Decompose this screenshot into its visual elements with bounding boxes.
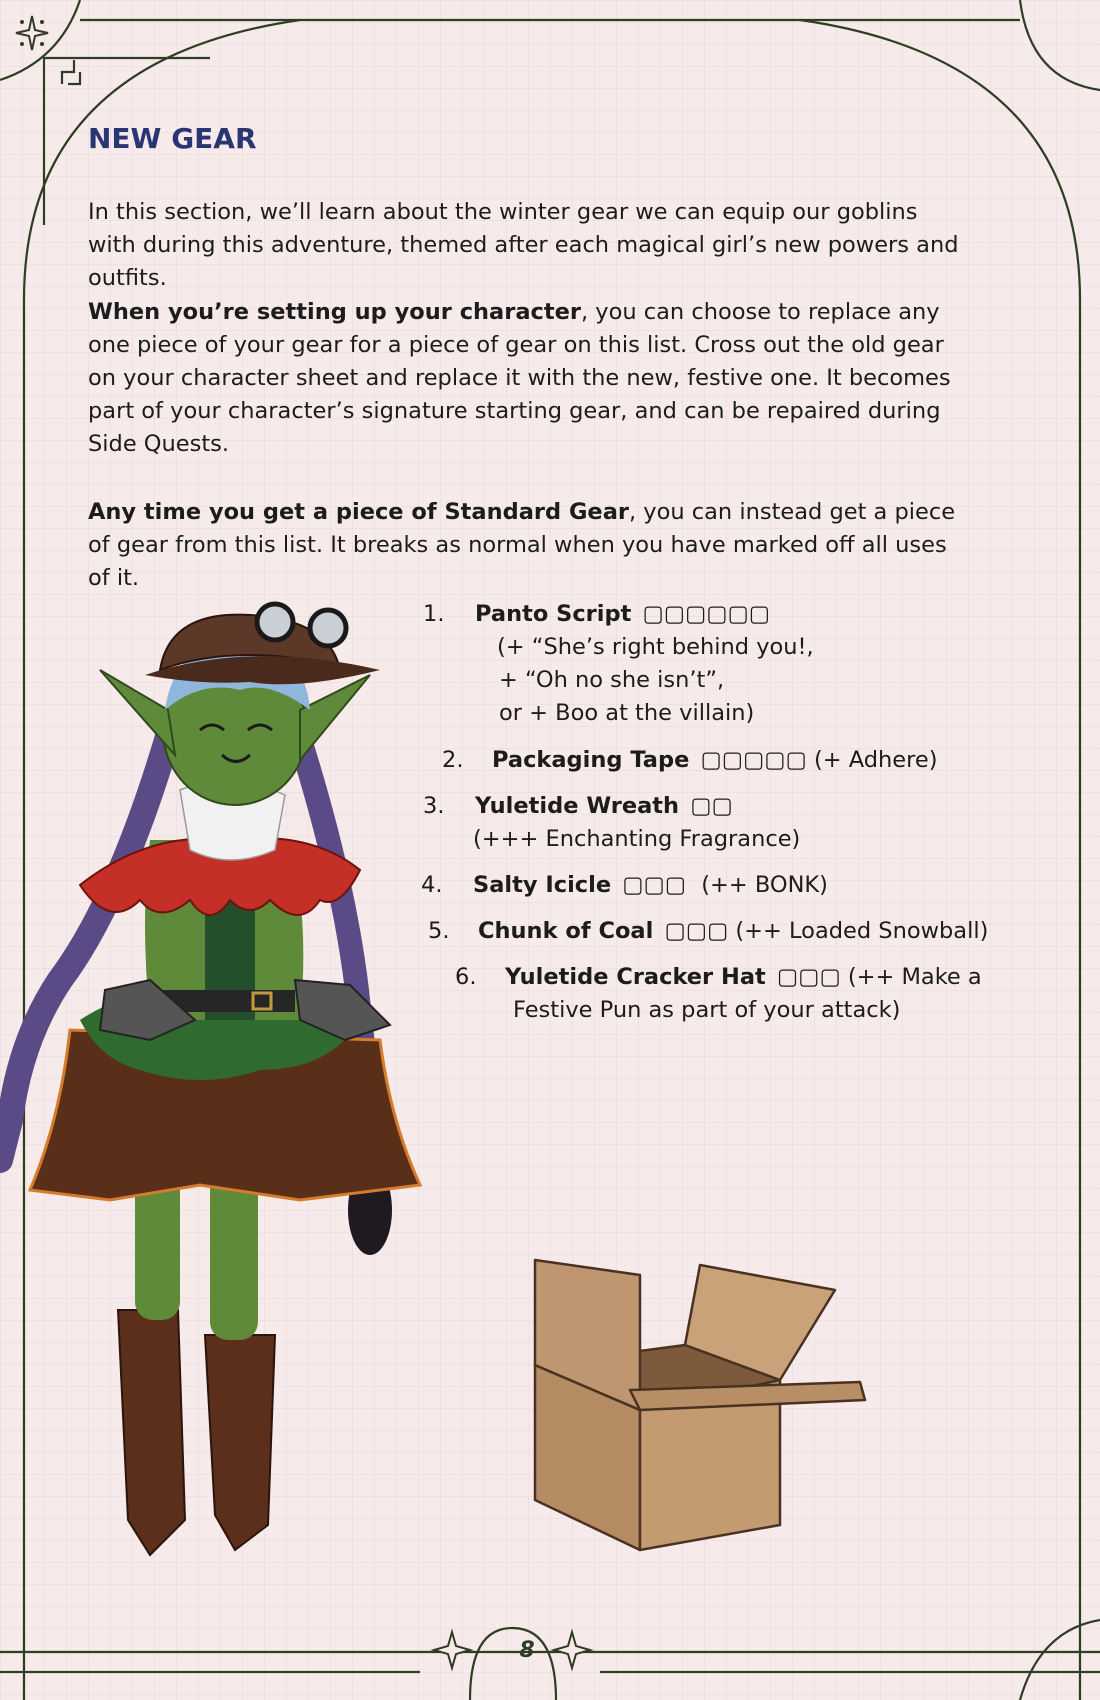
- gear-name: Salty Icicle: [473, 872, 612, 898]
- gear-effect: (++ Make a: [847, 964, 982, 990]
- gear-item: [442, 744, 1052, 777]
- gear-effect-line: Festive Pun as part of your attack): [513, 997, 901, 1023]
- setup-bold: When you’re setting up your character: [88, 299, 581, 325]
- usage-boxes: ▢▢▢▢▢: [700, 747, 807, 773]
- usage-boxes: ▢▢▢: [776, 964, 841, 990]
- gear-effect-line: (+ “She’s right behind you!,: [497, 634, 814, 660]
- setup-text: , you can choose to replace any one piece of your gear for a piece of gear on this list. Cross out the old gear on your character sheet and replace it with the new, festive one. It becomes part of your character’s signature starting gear, and can be repaired during Side Quests.: [88, 299, 951, 457]
- page-number: 8: [519, 1638, 535, 1663]
- intro-paragraph: In this section, we’ll learn about the winter gear we can equip our goblins with during this adventure, themed after each magical girl’s new powers and outfits.: [88, 199, 959, 291]
- cardboard-box-illustration: [520, 1250, 880, 1560]
- gear-effect: (+ Adhere): [813, 747, 938, 773]
- gear-item: [455, 961, 1045, 1027]
- gear-number: 1.: [423, 601, 445, 627]
- gear-name: Panto Script: [475, 601, 632, 627]
- goblin-character-illustration: [0, 600, 443, 1560]
- page-title: NEW GEAR: [88, 122, 257, 155]
- gear-effect: (++ Loaded Snowball): [735, 918, 989, 944]
- gear-name: Yuletide Wreath: [475, 793, 680, 819]
- gear-effect: (++ BONK): [701, 872, 828, 898]
- gear-name: Yuletide Cracker Hat: [505, 964, 766, 990]
- gear-number: 4.: [421, 872, 443, 898]
- gear-name: Packaging Tape: [492, 747, 690, 773]
- usage-boxes: ▢▢▢: [664, 918, 729, 944]
- gear-item: [421, 869, 1033, 902]
- usage-boxes: ▢▢▢▢▢▢: [642, 601, 771, 627]
- usage-boxes: ▢▢: [690, 793, 733, 819]
- standard-gear-paragraph: [88, 496, 968, 595]
- gear-number: 6.: [455, 964, 477, 990]
- gear-effect-line: (+++ Enchanting Fragrance): [473, 826, 801, 852]
- gear-item: [423, 790, 1035, 856]
- standard-bold: Any time you get a piece of Standard Gear: [88, 499, 629, 525]
- sparkle-icon: [16, 16, 48, 50]
- gear-item: [423, 598, 1035, 730]
- setup-paragraph: [88, 296, 968, 461]
- gear-number: 3.: [423, 793, 445, 819]
- gear-effect-line: + “Oh no she isn’t”,: [499, 667, 725, 693]
- usage-boxes: ▢▢▢: [622, 872, 687, 898]
- gear-name: Chunk of Coal: [478, 918, 654, 944]
- standard-text: , you can instead get a piece of gear from this list. It breaks as normal when you have marked off all uses of it.: [88, 499, 956, 591]
- gear-number: 5.: [428, 918, 450, 944]
- gear-effect-line: or + Boo at the villain): [499, 700, 755, 726]
- gear-item: [428, 915, 1038, 948]
- gear-number: 2.: [442, 747, 464, 773]
